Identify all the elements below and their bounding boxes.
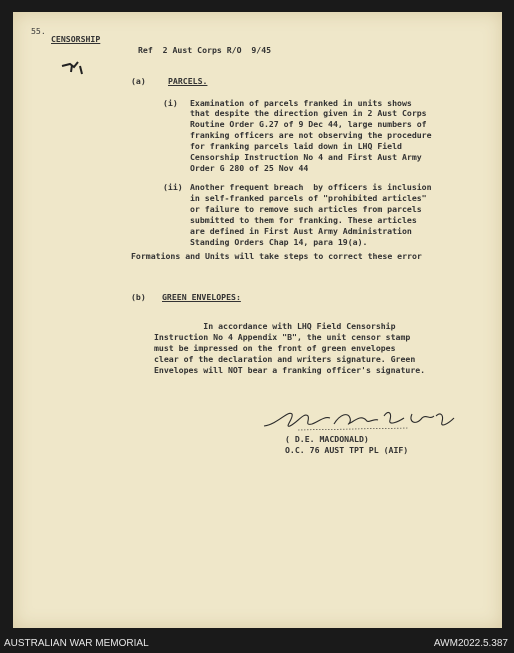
reference-line: Ref 2 Aust Corps R/O 9/45	[138, 45, 272, 55]
text-line: must be impressed on the front of green envelopes	[154, 343, 396, 353]
footer-accession-number: AWM2022.5.387	[433, 638, 508, 649]
text-line: in self-franked parcels of "prohibited articles"	[190, 193, 427, 203]
text-line: Standing Orders Chap 14, para 19(a).	[190, 237, 368, 247]
handwritten-signature	[258, 404, 458, 436]
text-line: are defined in First Aust Army Administration	[190, 226, 412, 236]
section-b-label: (b)	[131, 292, 146, 302]
item-ii-number: (ii)	[163, 182, 183, 192]
text-line: for franking parcels laid down in LHQ Field	[190, 141, 402, 151]
text-line: Envelopes will NOT bear a franking officer's signature.	[154, 365, 426, 375]
footer-institution: AUSTRALIAN WAR MEMORIAL	[4, 638, 149, 649]
signatory-name: ( D.E. MACDONALD)	[285, 434, 369, 444]
text-line: In accordance with LHQ Field Censorship	[154, 321, 396, 331]
item-i-number: (i)	[163, 98, 178, 108]
closing-instruction: Formations and Units will take steps to correct these error	[131, 251, 422, 261]
text-line: or failure to remove such articles from parcels	[190, 204, 422, 214]
document-heading: CENSORSHIP	[51, 34, 101, 44]
text-line: Censorship Instruction No 4 and First Aust Army	[190, 152, 422, 162]
text-line: franking officers are not observing the procedure	[190, 130, 432, 140]
signatory-title: O.C. 76 AUST TPT PL (AIF)	[285, 445, 409, 455]
ink-mark-icon	[60, 58, 88, 78]
section-a-label: (a)	[131, 76, 146, 86]
page-number: 55.	[31, 26, 46, 36]
text-line: Examination of parcels franked in units shows	[190, 98, 412, 108]
section-b-title: GREEN ENVELOPES:	[162, 292, 241, 302]
text-line: clear of the declaration and writers signature. Green	[154, 354, 416, 364]
section-a-title: PARCELS.	[168, 76, 208, 86]
text-line: that despite the direction given in 2 Aust Corps	[190, 108, 427, 118]
archive-footer	[0, 633, 514, 653]
text-line: Instruction No 4 Appendix "B", the unit censor stamp	[154, 332, 411, 342]
text-line: Order G 280 of 25 Nov 44	[190, 163, 309, 173]
text-line: submitted to them for franking. These articles	[190, 215, 417, 225]
text-line: Another frequent breach by officers is inclusion	[190, 182, 432, 192]
text-line: Routine Order G.27 of 9 Dec 44, large numbers of	[190, 119, 427, 129]
